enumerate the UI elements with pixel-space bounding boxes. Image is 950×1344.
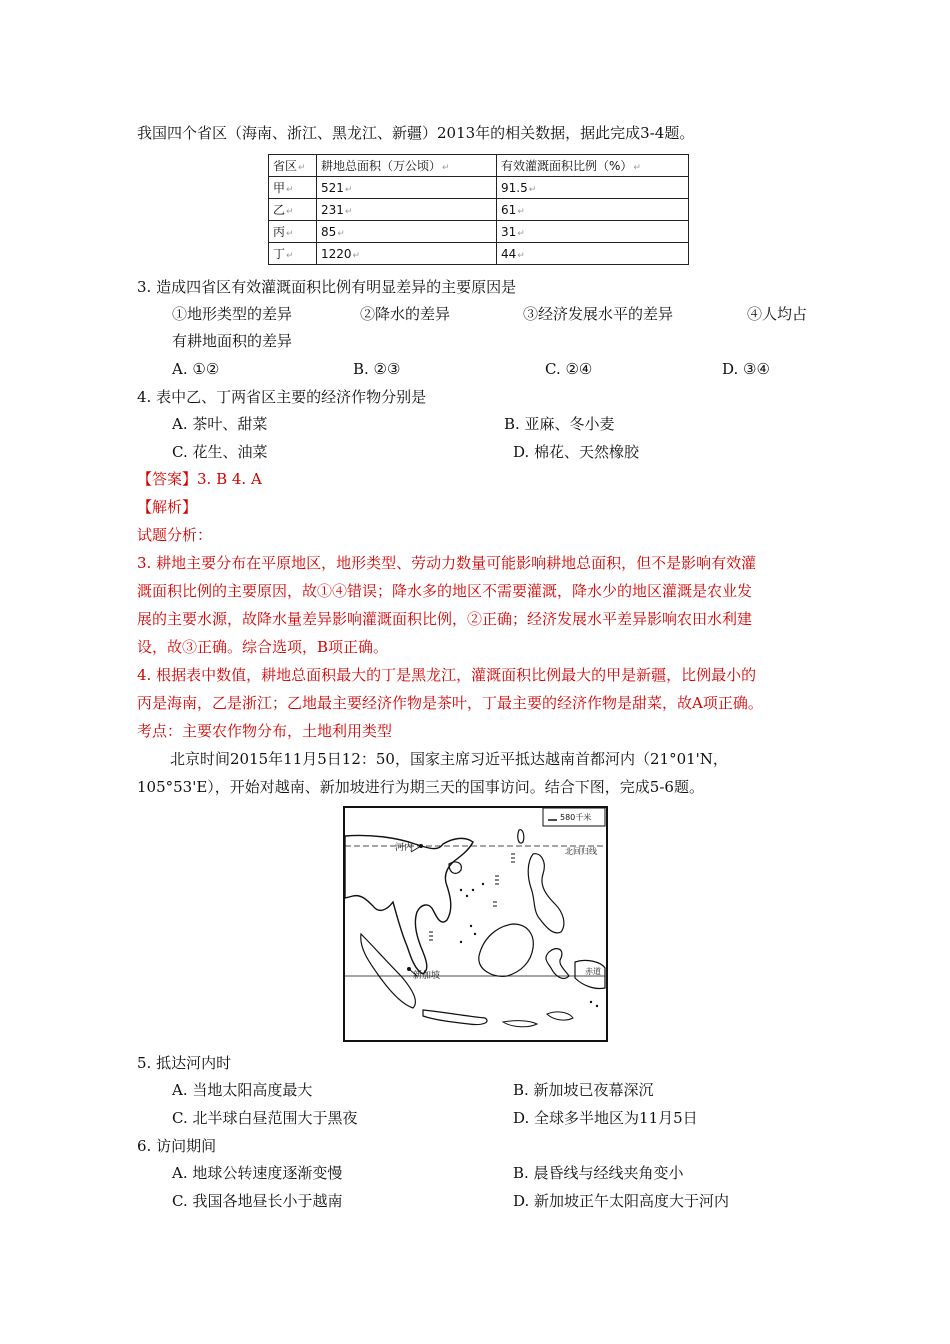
- table-row: [269, 221, 689, 243]
- explanation-3-line: 展的主要水源，故降水量差异影响灌溉面积比例，②正确；经济发展水平差异影响农田水利建: [137, 610, 753, 628]
- q6-stem: 6. 访问期间: [137, 1137, 217, 1155]
- explanation-3-line: 设，故③正确。综合选项，B项正确。: [137, 638, 389, 656]
- q5-option-b: B. 新加坡已夜幕深沉: [513, 1081, 654, 1099]
- kaodian: 考点：主要农作物分布，土地利用类型: [137, 722, 393, 740]
- q3-item-4: ④人均占: [747, 305, 808, 323]
- q6-option-a: A. 地球公转速度逐渐变慢: [172, 1164, 343, 1182]
- hanoi-marker: [419, 844, 423, 848]
- table-cell: 甲↵: [269, 177, 317, 199]
- tropic-label: 北回归线: [565, 847, 597, 856]
- intro-5-6-line: 北京时间2015年11月5日12：50，国家主席习近平抵达越南首都河内（21°01'N，: [170, 750, 728, 768]
- q3-option-c: C. ②④: [545, 360, 593, 378]
- explanation-4-line: 丙是海南，乙是浙江；乙地最主要经济作物是茶叶，丁最主要的经济作物是甜菜，故A项正确。: [137, 694, 763, 712]
- table-cell: 丙↵: [269, 221, 317, 243]
- q4-stem: 4. 表中乙、丁两省区主要的经济作物分别是: [137, 388, 427, 406]
- q4-option-c: C. 花生、油菜: [172, 443, 268, 461]
- table-row: [269, 243, 689, 265]
- table-header-cell: 省区↵: [269, 155, 317, 177]
- table-header-row: [269, 155, 689, 177]
- q3-option-d: D. ③④: [722, 360, 770, 378]
- q5-option-a: A. 当地太阳高度最大: [172, 1081, 313, 1099]
- explanation-3-line: 3. 耕地主要分布在平原地区，地形类型、劳动力数量可能影响耕地总面积，但不是影响有效灌: [137, 554, 757, 572]
- intro-5-6-line: 105°53'E），开始对越南、新加坡进行为期三天的国事访问。结合下图，完成5-6题。: [137, 778, 704, 796]
- table-cell: 乙↵: [269, 199, 317, 221]
- table-cell: 231↵: [317, 199, 497, 221]
- q4-option-a: A. 茶叶、甜菜: [172, 415, 268, 433]
- q3-option-a: A. ①②: [172, 360, 220, 378]
- q4-option-d: D. 棉花、天然橡胶: [513, 443, 640, 461]
- table-row: [269, 199, 689, 221]
- equator-label: 赤道: [585, 967, 601, 976]
- table-cell: 44↵: [497, 243, 689, 265]
- answer-3-4: 【答案】3. B 4. A: [137, 470, 262, 488]
- scale-label: 580千米: [560, 813, 592, 822]
- q5-option-d: D. 全球多半地区为11月5日: [513, 1109, 698, 1127]
- table-header-cell: 耕地总面积（万公顷）↵: [317, 155, 497, 177]
- table-cell: 521↵: [317, 177, 497, 199]
- q3-option-b: B. ②③: [353, 360, 401, 378]
- q3-item-3: ③经济发展水平的差异: [523, 305, 674, 323]
- analysis-subtitle: 试题分析：: [137, 526, 213, 544]
- q3-item-1: ①地形类型的差异: [172, 305, 293, 323]
- q3-item-4-cont: 有耕地面积的差异: [172, 332, 293, 350]
- table-cell: 1220↵: [317, 243, 497, 265]
- table-cell: 61↵: [497, 199, 689, 221]
- singapore-marker: [407, 967, 411, 971]
- hanoi-label: 河内: [395, 843, 414, 853]
- q3-item-2: ②降水的差异: [360, 305, 451, 323]
- explanation-4-line: 4. 根据表中数值，耕地总面积最大的丁是黑龙江，灌溉面积比例最大的甲是新疆，比例最小的: [137, 666, 757, 684]
- table-header-cell: 有效灌溉面积比例（%）↵: [497, 155, 689, 177]
- q3-stem: 3. 造成四省区有效灌溉面积比例有明显差异的主要原因是: [137, 278, 517, 296]
- table-cell: 31↵: [497, 221, 689, 243]
- q6-option-c: C. 我国各地昼长小于越南: [172, 1192, 343, 1210]
- q4-option-b: B. 亚麻、冬小麦: [504, 415, 615, 433]
- q5-option-c: C. 北半球白昼范围大于黑夜: [172, 1109, 358, 1127]
- southeast-asia-map: [343, 806, 608, 1042]
- table-cell: 91.5↵: [497, 177, 689, 199]
- analysis-label: 【解析】: [137, 498, 198, 516]
- q6-option-d: D. 新加坡正午太阳高度大于河内: [513, 1192, 730, 1210]
- q6-option-b: B. 晨昏线与经线夹角变小: [513, 1164, 684, 1182]
- province-data-table: [268, 154, 689, 265]
- table-cell: 丁↵: [269, 243, 317, 265]
- intro-3-4: 我国四个省区（海南、浙江、黑龙江、新疆）2013年的相关数据，据此完成3-4题。: [137, 124, 695, 142]
- explanation-3-line: 溉面积比例的主要原因，故①④错误；降水多的地区不需要灌溉，降水少的地区灌溉是农业发: [137, 582, 753, 600]
- singapore-label: 新加坡: [413, 971, 441, 981]
- q5-stem: 5. 抵达河内时: [137, 1054, 232, 1072]
- table-cell: 85↵: [317, 221, 497, 243]
- table-row: [269, 177, 689, 199]
